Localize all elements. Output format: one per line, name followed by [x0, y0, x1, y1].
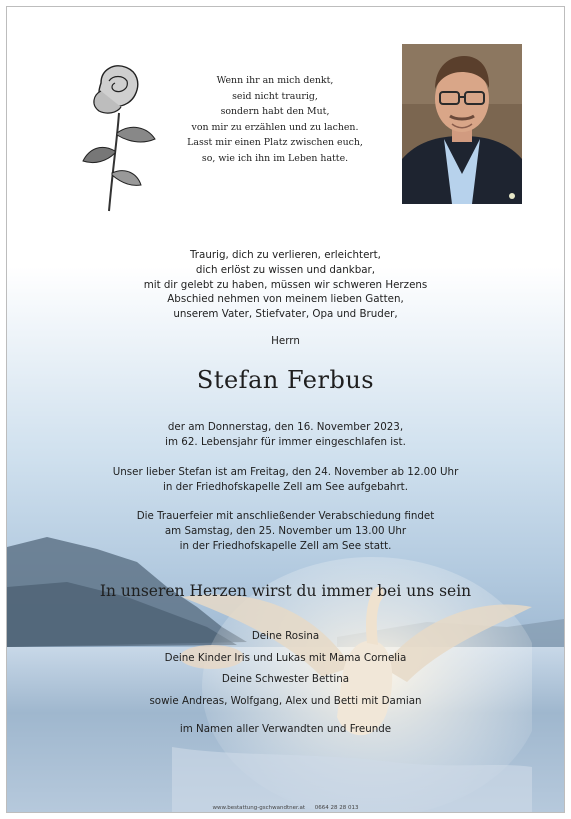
deceased-name: Stefan Ferbus	[196, 366, 375, 394]
laid-out-line: Unser lieber Stefan ist am Freitag, den 24. November ab 12.00 Uhr	[112, 466, 459, 478]
poem-line: sondern habt den Mut,	[220, 106, 330, 118]
intro-line: Abschied nehmen von meinem lieben Gatten,	[167, 293, 404, 306]
poem-line: seid nicht traurig,	[232, 90, 318, 102]
mourner-wife: Deine Rosina	[251, 630, 320, 642]
poem-line: Wenn ihr an mich denkt,	[216, 75, 334, 86]
death-line: im 62. Lebensjahr für immer eingeschlafen ist.	[165, 435, 406, 448]
mourner-sister: Deine Schwester Bettina	[221, 673, 350, 685]
ceremony-line: in der Friedhofskapelle Zell am See statt.	[179, 539, 392, 552]
intro-line: dich erlöst zu wissen und dankbar,	[195, 263, 376, 276]
poem-line: Lasst mir einen Platz zwischen euch,	[187, 137, 363, 149]
mourner-others: sowie Andreas, Wolfgang, Alex und Betti mit Damian	[149, 695, 422, 707]
death-line: der am Donnerstag, den 16. November 2023,	[167, 421, 404, 433]
ceremony-line: Die Trauerfeier mit anschließender Verabschiedung findet	[136, 510, 435, 522]
footer	[7, 805, 564, 811]
intro-line: mit dir gelebt zu haben, müssen wir schweren Herzens	[143, 278, 428, 291]
poem-line: von mir zu erzählen und zu lachen.	[191, 121, 359, 133]
poem-line: so, wie ich ihn im Leben hatte.	[201, 152, 349, 164]
mourner-children: Deine Kinder Iris und Lukas mit Mama Cornelia	[164, 652, 407, 664]
death-notice	[7, 420, 564, 450]
footer-phone: 0664 28 28 013	[314, 805, 359, 811]
intro-text	[7, 248, 564, 322]
ceremony-notice	[7, 509, 564, 553]
intro-line: unserem Vater, Stiefvater, Opa und Bruder,	[173, 308, 398, 321]
intro-line: Traurig, dich zu verlieren, erleichtert,	[190, 249, 381, 261]
rose-icon	[71, 61, 163, 215]
footer-url: www.bestattung-gschwandtner.at	[212, 805, 306, 811]
ceremony-line: am Samstag, den 25. November um 13.00 Uhr	[164, 524, 407, 537]
mourner-closing: im Namen aller Verwandten und Freunde	[179, 723, 392, 735]
motto: In unseren Herzen wirst du immer bei uns sein	[99, 582, 472, 600]
portrait-photo	[402, 44, 522, 204]
obituary-card	[6, 6, 565, 813]
laid-out-line: in der Friedhofskapelle Zell am See aufgebahrt.	[162, 480, 408, 493]
poem	[175, 73, 375, 167]
salutation: Herrn	[271, 335, 300, 347]
laid-out-notice	[7, 465, 564, 495]
